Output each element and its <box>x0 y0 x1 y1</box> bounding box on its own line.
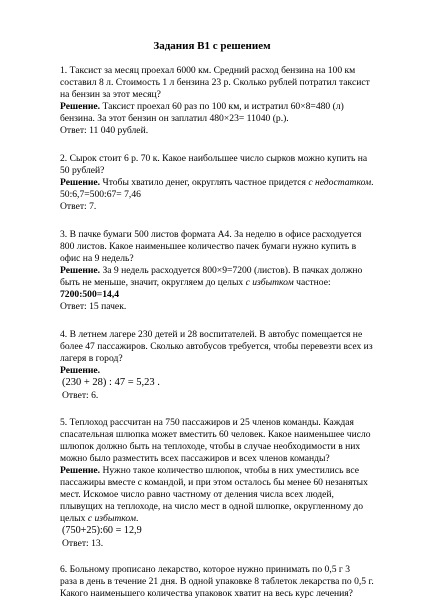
task-6-line-3: Какого наименьшего количества упаковок хватит на весь курс лечения? <box>60 588 353 599</box>
task-3-solution-line-1 <box>60 265 362 277</box>
task-4-answer: Ответ: 6. <box>62 390 99 401</box>
solution-text: Таксист проехал 60 раз по 100 км, и истратил 60×8=480 (л) <box>100 101 344 112</box>
solution-label: Решение. <box>60 101 101 112</box>
solution-text-end: . <box>371 177 374 188</box>
task-4-line-2: более 47 пассажиров. Сколько автобусов требуется, чтобы перевезти всех из <box>60 341 373 352</box>
task-5-solution-line-5 <box>60 513 138 525</box>
solution-text: целых <box>60 513 88 524</box>
solution-text: Чтобы хватило денег, округлять частное придется <box>100 177 309 188</box>
task-4-solution-label: Решение. <box>60 365 101 376</box>
task-3-line-2: 800 листов. Какое наименьшее количество пачек бумаги нужно купить в <box>60 241 357 252</box>
task-5-line-1: 5. Теплоход рассчитан на 750 пассажиров и 25 членов команды. Каждая <box>60 417 354 428</box>
task-5-solution-line-1 <box>60 465 359 477</box>
task-2-answer: Ответ: 7. <box>60 201 97 212</box>
task-1-line-2: составил 8 л. Стоимость 1 л бензина 23 р. Сколько рублей потратил таксист <box>60 77 370 88</box>
task-1-answer: Ответ: 11 040 рублей. <box>60 125 149 136</box>
solution-emphasis: с недостатком <box>308 177 372 188</box>
task-5-calc: (750+25):60 = 12,9 <box>62 525 142 536</box>
task-5-line-2: спасательная шлюпка может вместить 60 человек. Какое наименьшее число <box>60 429 371 440</box>
solution-text-end: . <box>135 513 139 524</box>
task-4-line-1: 4. В летнем лагере 230 детей и 28 воспитателей. В автобус помещается не <box>60 329 363 340</box>
task-3-line-1: 3. В пачке бумаги 500 листов формата А4. За неделю в офисе расходуется <box>60 229 362 240</box>
task-5-solution-line-4: плывущих на теплоходе, на число мест в одной шлюпке, округленному до <box>60 501 364 512</box>
task-1-line-1: 1. Таксист за месяц проехал 6000 км. Средний расход бензина на 100 км <box>60 65 356 76</box>
task-2-calc: 50:6,7=500:67= 7,46 <box>60 189 141 200</box>
task-2-solution-line-1 <box>60 177 374 189</box>
task-5-line-4: можно было разместить всех пассажиров и всех членов команды? <box>60 453 330 464</box>
task-4-calc: (230 + 28) : 47 = 5,23 . <box>62 377 160 388</box>
solution-text: быть не меньше, значит, округляем до целых <box>60 277 246 288</box>
task-5-line-3: шлюпок должно быть на теплоходе, чтобы в случае необходимости в них <box>60 441 361 452</box>
task-2-line-1: 2. Сырок стоит 6 р. 70 к. Какое наибольшее число сырков можно купить на <box>60 153 368 164</box>
task-4-line-3: лагеря в город? <box>60 353 123 364</box>
task-5-solution-line-3: мест. Искомое число равно частному от деления числа всех людей, <box>60 489 334 500</box>
task-3-solution-line-2 <box>60 277 331 289</box>
solution-text-end: частное: <box>293 277 331 288</box>
page-title: Задания В1 с решением <box>153 40 271 52</box>
task-5-solution-line-2: пассажиры вместе с командой, и при этом осталось бы менее 60 незанятых <box>60 477 368 488</box>
task-3-calc: 7200:500=14,4 <box>60 289 120 300</box>
task-1-line-3: на бензин за этот месяц? <box>60 89 161 100</box>
task-2-line-2: 50 рублей? <box>60 165 105 176</box>
solution-text: За 9 недель расходуется 800×9=7200 (листов). В пачках должно <box>100 265 363 276</box>
solution-label: Решение. <box>60 177 101 188</box>
task-1-solution-line-2: бензина. За этот бензин он заплатил 480×23= 11040 (р.). <box>60 113 289 124</box>
task-3-answer: Ответ: 15 пачек. <box>60 301 127 312</box>
task-3-line-3: офис на 9 недель? <box>60 253 134 264</box>
task-5-answer: Ответ: 13. <box>62 538 104 549</box>
task-1-solution-line-1 <box>60 101 344 113</box>
task-6-line-2: раза в день в течение 21 дня. В одной упаковке 8 таблеток лекарства по 0,5 г. <box>60 576 374 587</box>
solution-emphasis: с избытком <box>87 513 136 524</box>
solution-label: Решение. <box>60 465 101 476</box>
solution-label: Решение. <box>60 265 101 276</box>
solution-emphasis: с избытком <box>245 277 294 288</box>
solution-text: Нужно такое количество шлюпок, чтобы в них уместились все <box>100 465 359 476</box>
task-6-line-1: 6. Больному прописано лекарство, которое нужно принимать по 0,5 г 3 <box>60 564 351 575</box>
